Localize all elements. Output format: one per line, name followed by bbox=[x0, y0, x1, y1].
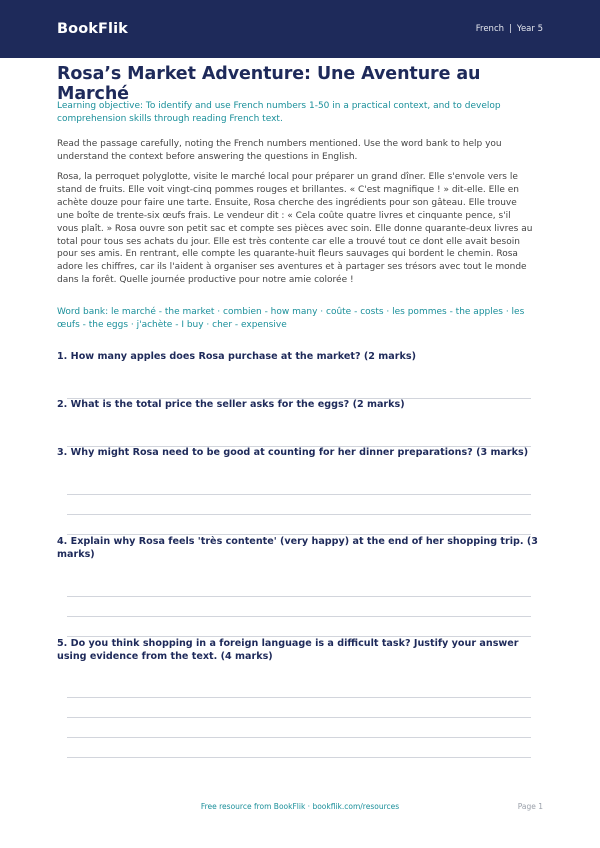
instructions-text: Read the passage carefully, noting the French numbers mentioned. Use the word bank to help you understand the context before answering the questions in English. bbox=[57, 139, 502, 162]
question-2: 2. What is the total price the seller asks for the eggs? (2 marks) bbox=[57, 399, 405, 410]
answer-line[interactable] bbox=[67, 514, 531, 515]
worksheet-title: Rosa’s Market Adventure: Une Aventure au Marché bbox=[57, 64, 481, 104]
learning-objective: Learning objective: To identify and use French numbers 1-50 in a practical context, and to develop comprehension skills through reading French text. bbox=[57, 101, 501, 124]
answer-line[interactable] bbox=[67, 596, 531, 597]
reading-passage: Rosa, la perroquet polyglotte, visite le marché local pour préparer un grand dîner. Elle s'envole vers le stand de fruits. Elle voit vingt-cinq pommes rouges et brillantes. « C'est magnifique ! » dit-elle. Elle en achète douze pour faire une tarte. Ensuite, Rosa cherche des ingrédients pour son gâteau. Elle trouve une boîte de trente-six œufs frais. Le vendeur dit : « Cela coûte quatre livres et cinquante pence, s'il vous plaît. » Rosa ouvre son petit sac et compte ses pièces avec soin. Elle donne quarante-deux livres au total pour tous ses achats du jour. Elle est très contente car elle a trouvé tout ce dont elle avait besoin pour ses amis. En rentrant, elle compte les quarante-huit fleurs sauvages qui bordent le chemin. Rosa adore les chiffres, car ils l'aident à organiser ses aventures et à partager ses trésors avec tout le monde dans la forêt. Quelle journée productive pour notre amie colorée ! bbox=[57, 172, 533, 286]
question-1: 1. How many apples does Rosa purchase at the market? (2 marks) bbox=[57, 351, 416, 362]
answer-line[interactable] bbox=[67, 616, 531, 617]
footer-resource-link[interactable]: Free resource from BookFlik · bookflik.com/resources bbox=[200, 802, 400, 811]
answer-line[interactable] bbox=[67, 737, 531, 738]
question-3: 3. Why might Rosa need to be good at counting for her dinner preparations? (3 marks) bbox=[57, 447, 529, 458]
page-number: Page 1 bbox=[517, 802, 543, 811]
meta-separator: | bbox=[509, 24, 512, 34]
site-header bbox=[0, 0, 600, 58]
answer-line[interactable] bbox=[67, 717, 531, 718]
year-label: Year 5 bbox=[516, 24, 543, 34]
subject-year-label bbox=[476, 24, 543, 34]
answer-line[interactable] bbox=[67, 697, 531, 698]
subject-label: French bbox=[475, 24, 505, 34]
question-4: 4. Explain why Rosa feels 'très contente' (very happy) at the end of her shopping trip. (3 marks) bbox=[57, 536, 538, 560]
answer-line[interactable] bbox=[67, 757, 531, 758]
answer-line[interactable] bbox=[67, 494, 531, 495]
brand-logo[interactable]: BookFlik bbox=[57, 21, 128, 37]
question-5: 5. Do you think shopping in a foreign language is a difficult task? Justify your answer using evidence from the text. (4 marks) bbox=[57, 638, 519, 662]
word-bank: Word bank: le marché - the market · combien - how many · coûte - costs · les pommes - the apples · les œufs - the eggs · j'achète - I buy · cher - expensive bbox=[57, 307, 525, 330]
